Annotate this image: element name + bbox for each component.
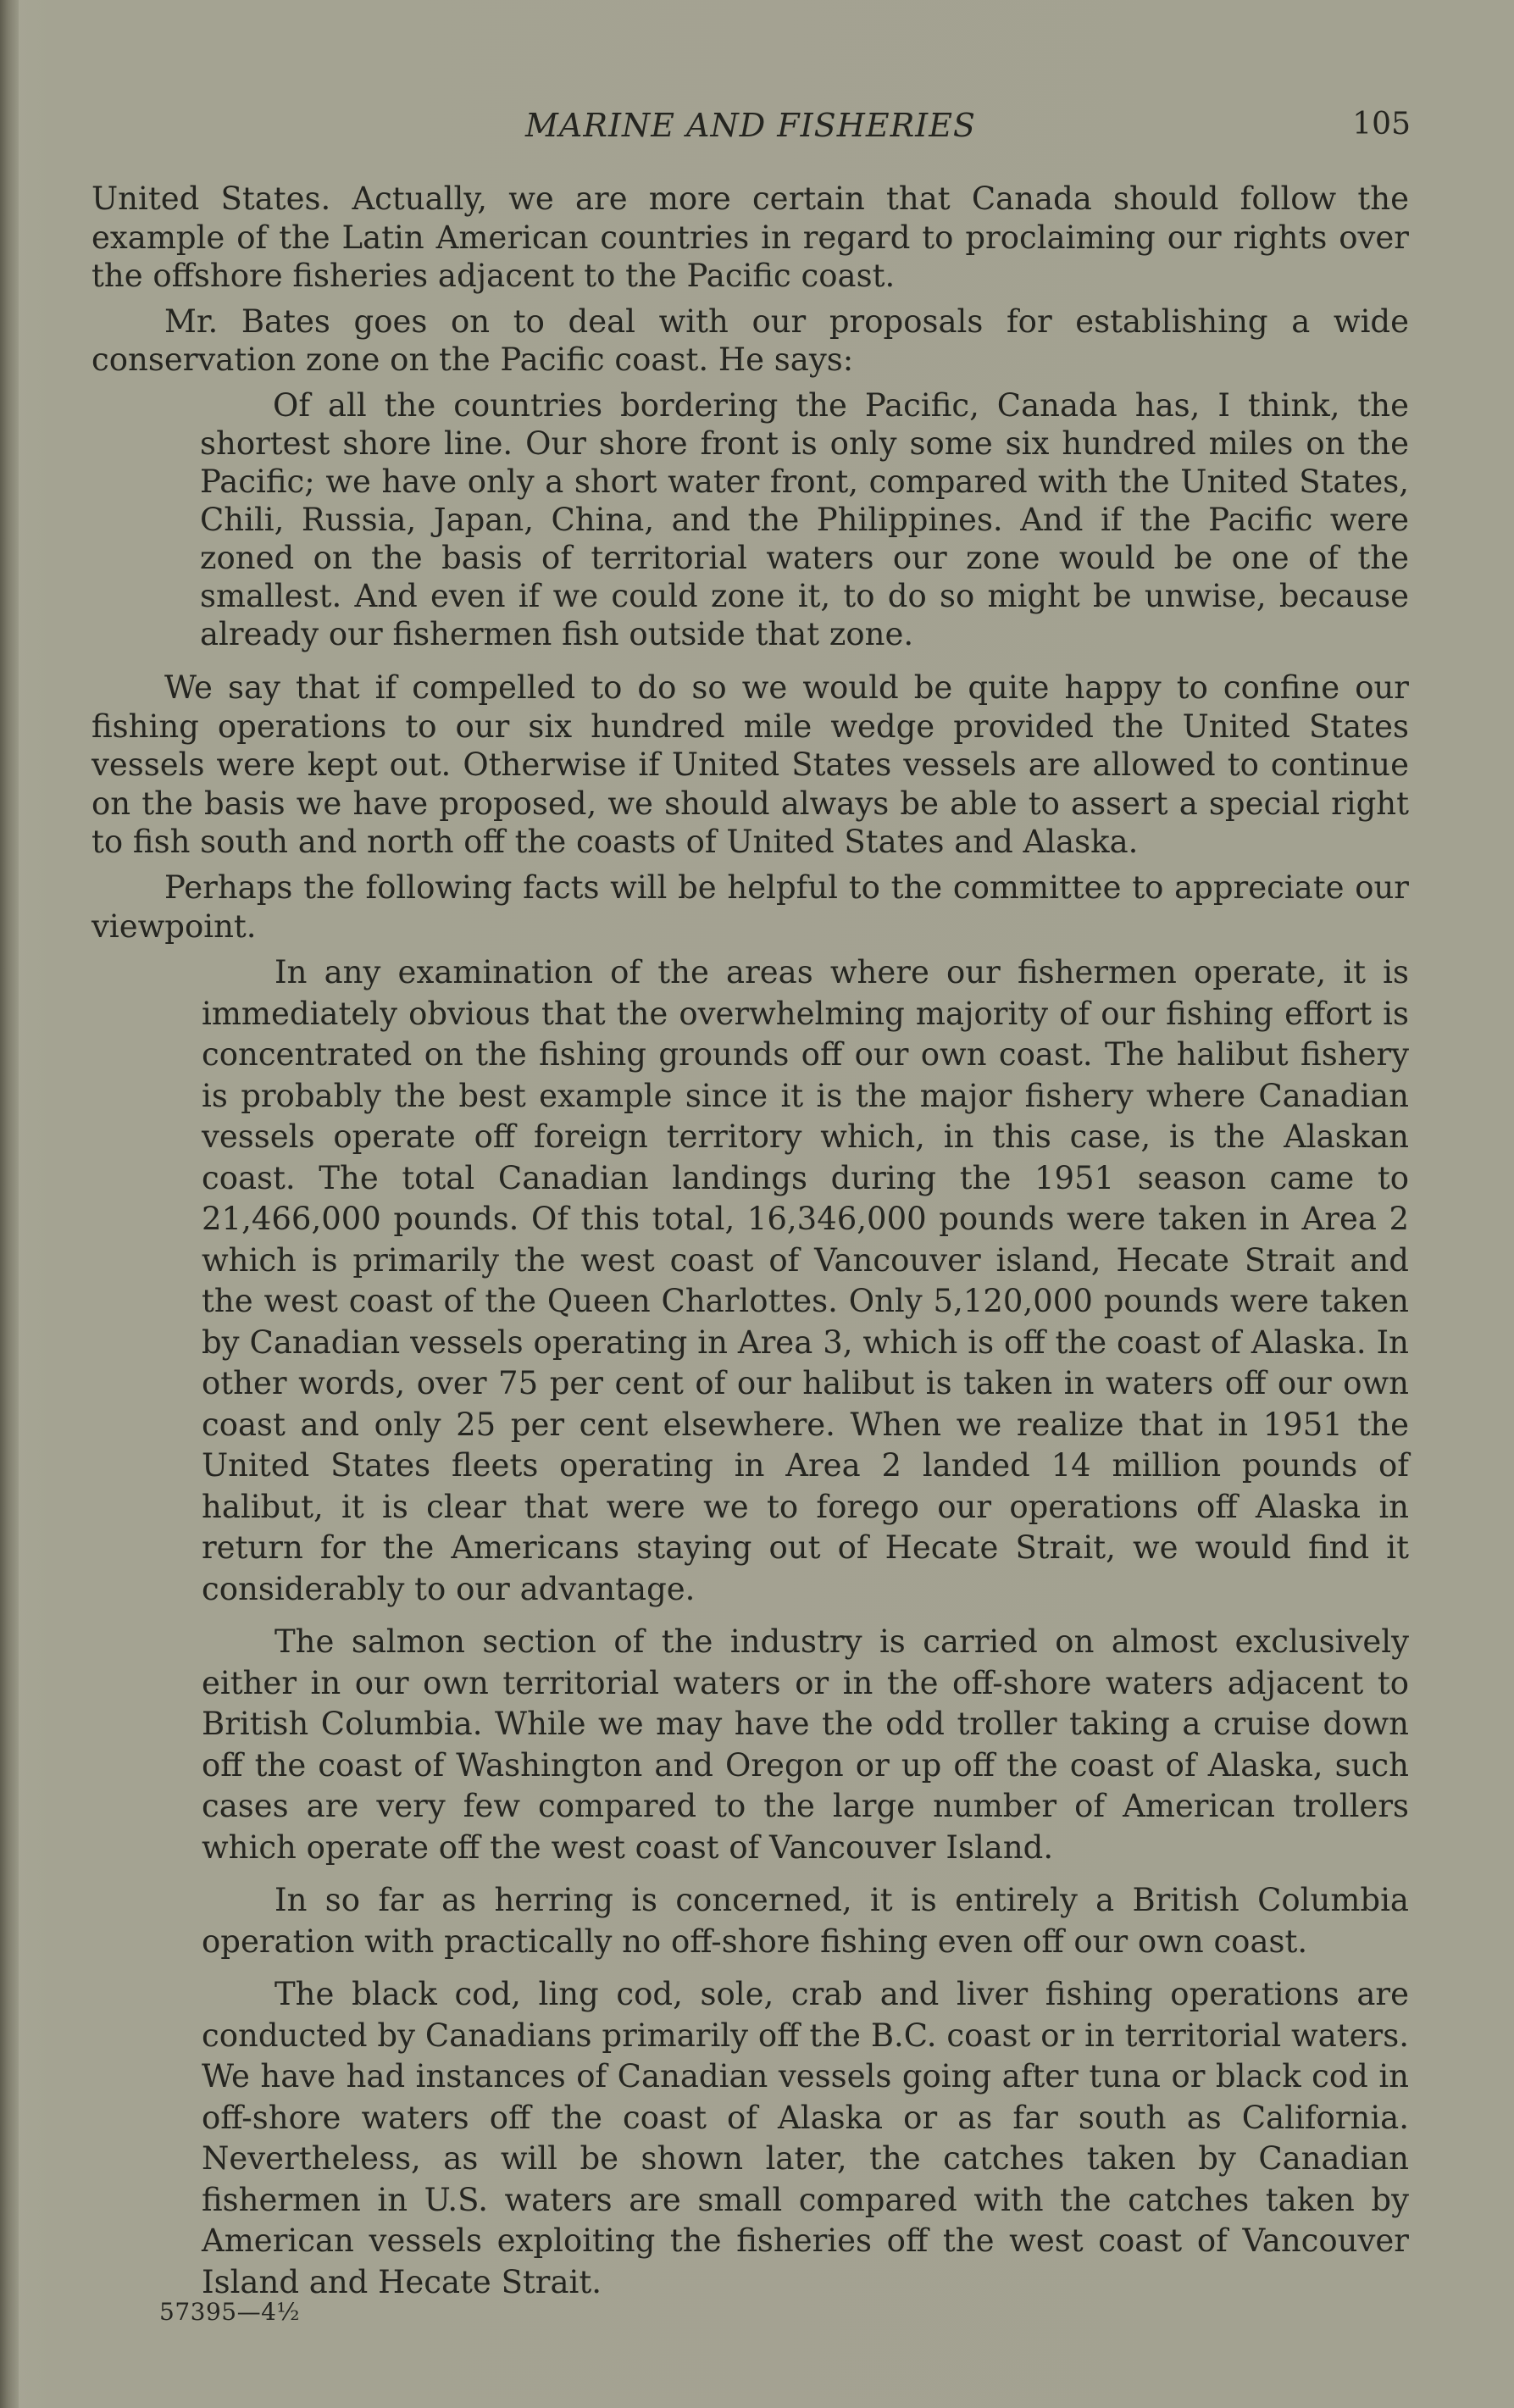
running-head: MARINE AND FISHERIES [525,107,976,144]
quote-halibut-fishery: In any examination of the areas where our fishermen operate, it is immediately obvious that the overwhelming majority of our fishing effort is concentrated on the fishing grounds off our own coast. The halibut fishery is probably the best example since it is the major fishery where Canadian vessels operate off foreign territory which, in this case, is the Alaskan coast. The total Canadian landings during the 1951 season came to 21,466,000 pounds. Of this total, 16,346,000 pounds were taken in Area 2 which is primarily the west coast of Vancouver island, Hecate Strait and the west coast of the Queen Charlottes. Only 5,120,000 pounds were taken by Canadian vessels operating in Area 3, which is off the coast of Alaska. In other words, over 75 per cent of our halibut is taken in waters off our own coast and only 25 per cent elsewhere. When we realize that in 1951 the United States fleets operating in Area 2 landed 14 million pounds of halibut, it is clear that were we to forego our operations off Alaska in return for the Americans staying out of Hecate Strait, we would find it considerably to our advantage. [202,954,1409,1607]
page-body [92,180,1409,2315]
book-binding-edge [0,0,19,2408]
paragraph-bates-intro: Mr. Bates goes on to deal with our proposals for establishing a wide conservation zone on the Pacific coast. He says: [92,302,1409,379]
quote-bates: Of all the countries bordering the Pacific, Canada has, I think, the shortest shore line. Our shore front is only some six hundred miles on the Pacific; we have only a short water front, compared with the United States, Chili, Russia, Japan, China, and the Philippines. And if the Pacific were zoned on the basis of territorial waters our zone would be one of the smallest. And even if we could zone it, to do so might be unwise, because already our fishermen fish outside that zone. [200,386,1409,652]
quote-salmon-section: The salmon section of the industry is carried on almost exclusively either in our own territorial waters or in the off-shore waters adjacent to British Columbia. While we may have the odd troller taking a cruise down off the coast of Washington and Oregon or up off the coast of Alaska, such cases are very few compared to the large number of American trollers which operate off the west coast of Vancouver Island. [202,1623,1409,1866]
quote-herring: In so far as herring is concerned, it is entirely a British Columbia operation with practically no off-shore fishing even off our own coast. [202,1882,1409,1960]
quote-black-cod: The black cod, ling cod, sole, crab and liver fishing operations are conducted by Canadians primarily off the B.C. coast or in territorial waters. We have had instances of Canadian vessels going after tuna or black cod in off-shore waters off the coast of Alaska or as far south as California. Nevertheless, as will be shown later, the catches taken by Canadian fishermen in U.S. waters are small compared with the catches taken by American vessels exploiting the fisheries off the west coast of Vancouver Island and Hecate Strait. [202,1976,1409,2300]
paragraph-following-facts: Perhaps the following facts will be helpful to the committee to appreciate our viewpoint. [92,868,1409,945]
paragraph-six-hundred-mile-wedge: We say that if compelled to do so we would be quite happy to confine our fishing operations to our six hundred mile wedge provided the United States vessels were kept out. Otherwise if United States vessels are allowed to continue on the basis we have proposed, we should always be able to assert a special right to fish south and north off the coasts of United States and Alaska. [92,669,1409,861]
page-number: 105 [1352,107,1411,141]
printer-signature-code: 57395—4½ [159,2298,301,2326]
page-header [93,100,1411,151]
paragraph-continuation: United States. Actually, we are more certain that Canada should follow the example of the Latin American countries in regard to proclaiming our rights over the offshore fisheries adjacent to the Pacific coast. [92,180,1409,295]
